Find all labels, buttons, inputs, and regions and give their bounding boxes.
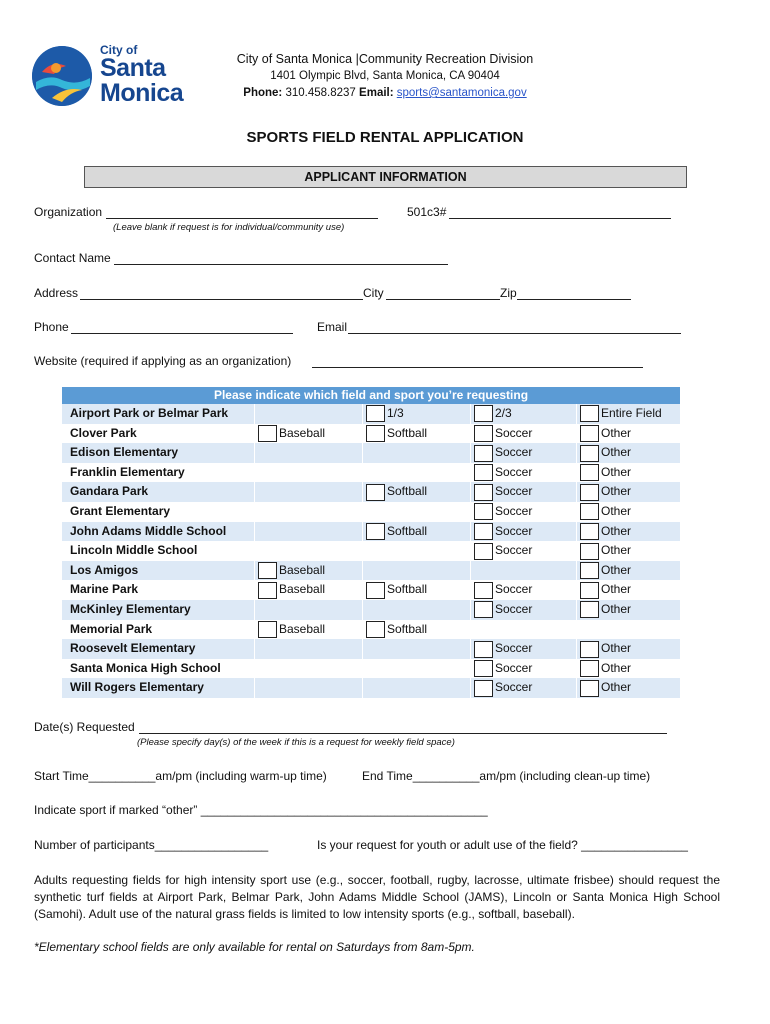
- sport-option[interactable]: [474, 600, 532, 620]
- field-row: [62, 639, 680, 659]
- field-name: McKinley Elementary: [70, 602, 191, 616]
- zip-label: Zip: [500, 286, 517, 300]
- field-name: Lincoln Middle School: [70, 543, 198, 558]
- phone-label: Phone:: [243, 87, 283, 99]
- checkbox-icon[interactable]: [580, 523, 599, 540]
- end-time-field[interactable]: End Time__________am/pm (including clean-up time): [362, 769, 651, 783]
- checkbox-icon[interactable]: [366, 582, 385, 599]
- organization-field[interactable]: [106, 218, 378, 219]
- sport-option[interactable]: [474, 502, 532, 522]
- sport-option-label: Other: [601, 425, 632, 440]
- dates-requested-note: (Please specify day(s) of the week if this is a request for weekly field space): [137, 737, 455, 748]
- checkbox-icon[interactable]: [474, 601, 493, 618]
- field-row: [62, 522, 680, 542]
- checkbox-icon[interactable]: [258, 621, 277, 638]
- sport-option[interactable]: [474, 522, 532, 542]
- address-label: Address: [34, 286, 79, 300]
- checkbox-icon[interactable]: [474, 680, 493, 697]
- field-name: Grant Elementary: [70, 504, 171, 518]
- field-name: Will Rogers Elementary: [70, 680, 204, 695]
- section-applicant-information: APPLICANT INFORMATION: [84, 166, 687, 188]
- sport-option[interactable]: [580, 522, 631, 542]
- checkbox-icon[interactable]: [580, 543, 599, 560]
- field-name: Los Amigos: [70, 562, 139, 577]
- sport-option[interactable]: [474, 541, 532, 561]
- sport-option[interactable]: [474, 463, 532, 483]
- sport-option-label: Softball: [387, 621, 428, 636]
- field-row: [62, 541, 680, 561]
- dates-requested-label: Date(s) Requested: [34, 720, 135, 734]
- sport-option[interactable]: [580, 639, 631, 659]
- checkbox-icon[interactable]: [474, 660, 493, 677]
- sport-option[interactable]: [366, 424, 427, 444]
- checkbox-icon[interactable]: [258, 582, 277, 599]
- sport-option-label: 1/3: [387, 406, 404, 420]
- sport-option-label: Softball: [387, 425, 428, 440]
- table-column-divider: [576, 404, 577, 700]
- sport-option-label: Soccer: [495, 582, 533, 597]
- field-name: Airport Park or Belmar Park: [70, 406, 229, 420]
- field-row: [62, 502, 680, 522]
- checkbox-icon[interactable]: [580, 464, 599, 481]
- 501c3-field[interactable]: [449, 218, 671, 219]
- checkbox-icon[interactable]: [366, 523, 385, 540]
- checkbox-icon[interactable]: [366, 405, 385, 422]
- sport-option-label: Soccer: [495, 523, 533, 538]
- checkbox-icon[interactable]: [474, 503, 493, 520]
- checkbox-icon[interactable]: [474, 641, 493, 658]
- sport-option[interactable]: [580, 404, 662, 424]
- logo-santa: Santa: [100, 54, 166, 82]
- sport-option[interactable]: [366, 482, 427, 502]
- sport-option-label: Other: [601, 543, 632, 558]
- field-name: Franklin Elementary: [70, 464, 185, 479]
- phone-number: 310.458.8237: [285, 87, 356, 99]
- checkbox-icon[interactable]: [366, 621, 385, 638]
- field-row: [62, 463, 680, 483]
- field-row: [62, 600, 680, 620]
- checkbox-icon[interactable]: [258, 562, 277, 579]
- field-name: Memorial Park: [70, 621, 153, 636]
- table-column-divider: [254, 404, 255, 700]
- sport-option[interactable]: [258, 580, 325, 600]
- sport-option[interactable]: [366, 580, 427, 600]
- email-link[interactable]: sports@santamonica.gov: [396, 87, 527, 99]
- field-name: Gandara Park: [70, 484, 149, 499]
- participants-field[interactable]: Number of participants_________________: [34, 838, 269, 852]
- sport-option-label: Other: [601, 445, 632, 460]
- field-name: John Adams Middle School: [70, 523, 227, 538]
- sport-option[interactable]: [580, 443, 631, 463]
- sport-option[interactable]: [366, 522, 427, 542]
- sport-option-label: Other: [601, 660, 632, 675]
- sport-option[interactable]: [474, 443, 532, 463]
- sport-option[interactable]: [474, 424, 532, 444]
- sport-option-label: Baseball: [279, 562, 326, 577]
- page-title: SPORTS FIELD RENTAL APPLICATION: [246, 129, 524, 146]
- sport-option-label: Soccer: [495, 680, 533, 695]
- checkbox-icon[interactable]: [474, 445, 493, 462]
- sport-option-label: Soccer: [495, 660, 533, 675]
- website-label: Website (required if applying as an organization): [34, 354, 292, 368]
- sport-option-label: Other: [601, 504, 632, 518]
- header-address: 1401 Olympic Blvd, Santa Monica, CA 90404: [270, 70, 500, 82]
- header-division: City of Santa Monica |Community Recreation Division: [236, 52, 534, 66]
- field-row: [62, 424, 680, 444]
- phone-label-field: Phone: [34, 320, 69, 334]
- sport-option[interactable]: [258, 561, 325, 581]
- checkbox-icon[interactable]: [580, 484, 599, 501]
- website-field[interactable]: [312, 367, 643, 368]
- sport-option-label: Soccer: [495, 445, 533, 460]
- checkbox-icon[interactable]: [580, 405, 599, 422]
- sport-option-label: Baseball: [279, 582, 326, 597]
- contact-name-label: Contact Name: [34, 251, 111, 265]
- elementary-note: *Elementary school fields are only available for rental on Saturdays from 8am-5pm.: [34, 940, 475, 954]
- sport-option-label: Soccer: [495, 504, 533, 518]
- sport-option-label: Other: [601, 641, 632, 656]
- field-row: [62, 404, 680, 424]
- sport-option-label: Soccer: [495, 641, 533, 656]
- youth-adult-field[interactable]: Is your request for youth or adult use of the field? ________________: [317, 838, 688, 852]
- sport-option[interactable]: [474, 678, 532, 698]
- field-row: [62, 620, 680, 640]
- checkbox-icon[interactable]: [580, 562, 599, 579]
- organization-label: Organization: [34, 205, 103, 219]
- organization-note: (Leave blank if request is for individual/community use): [113, 222, 345, 233]
- sport-option-label: Baseball: [279, 425, 326, 440]
- sport-option[interactable]: [580, 678, 631, 698]
- sport-option-label: Other: [601, 602, 632, 616]
- sport-option-label: Softball: [387, 582, 428, 597]
- field-name: Roosevelt Elementary: [70, 641, 196, 656]
- start-time-field[interactable]: Start Time__________am/pm (including warm-up time): [34, 769, 327, 783]
- city-field[interactable]: [386, 299, 500, 300]
- sport-option-label: 2/3: [495, 406, 512, 420]
- table-column-divider: [362, 404, 363, 700]
- field-name: Edison Elementary: [70, 445, 179, 460]
- email-label: Email:: [359, 87, 394, 99]
- sport-option-label: Other: [601, 562, 632, 577]
- sport-option-label: Soccer: [495, 543, 533, 558]
- checkbox-icon[interactable]: [580, 503, 599, 520]
- sport-option[interactable]: [474, 404, 512, 424]
- sport-option-label: Other: [601, 464, 632, 479]
- sport-option[interactable]: [474, 580, 532, 600]
- sport-option[interactable]: [580, 541, 631, 561]
- checkbox-icon[interactable]: [580, 680, 599, 697]
- sport-option[interactable]: [474, 639, 532, 659]
- field-name: Marine Park: [70, 582, 139, 597]
- sport-option[interactable]: [580, 561, 631, 581]
- zip-field[interactable]: [517, 299, 631, 300]
- logo-monica: Monica: [100, 79, 184, 107]
- sport-option[interactable]: [580, 659, 631, 679]
- checkbox-icon[interactable]: [580, 582, 599, 599]
- checkbox-icon[interactable]: [580, 641, 599, 658]
- sport-option-label: Soccer: [495, 464, 533, 479]
- sport-option[interactable]: [366, 620, 427, 640]
- field-row: [62, 561, 680, 581]
- sport-option[interactable]: [580, 580, 631, 600]
- field-row: [62, 678, 680, 698]
- logo-city-of: City of: [100, 43, 138, 57]
- phone-field[interactable]: [71, 333, 293, 334]
- field-row: [62, 659, 680, 679]
- sport-option-label: Other: [601, 582, 632, 597]
- checkbox-icon[interactable]: [474, 582, 493, 599]
- field-row: [62, 580, 680, 600]
- address-field[interactable]: [80, 299, 363, 300]
- sport-option-label: Softball: [387, 484, 428, 499]
- checkbox-icon[interactable]: [580, 660, 599, 677]
- checkbox-icon[interactable]: [580, 425, 599, 442]
- sport-option[interactable]: [580, 502, 631, 522]
- sport-option-label: Other: [601, 523, 632, 538]
- table-column-divider: [470, 404, 471, 700]
- sport-option[interactable]: [474, 482, 532, 502]
- sport-option[interactable]: [474, 659, 532, 679]
- sport-option[interactable]: [580, 424, 631, 444]
- sport-option-label: Soccer: [495, 484, 533, 499]
- sport-option[interactable]: [258, 620, 325, 640]
- city-label: City: [363, 286, 384, 300]
- sport-option-label: Softball: [387, 523, 428, 538]
- header-contact: [0, 87, 770, 99]
- checkbox-icon[interactable]: [474, 523, 493, 540]
- sport-option-label: Soccer: [495, 602, 533, 616]
- field-name: Santa Monica High School: [70, 660, 221, 675]
- checkbox-icon[interactable]: [580, 445, 599, 462]
- sport-option[interactable]: [580, 600, 631, 620]
- sport-option[interactable]: [580, 463, 631, 483]
- email-label-field: Email: [317, 320, 348, 334]
- 501c3-label: 501c3#: [407, 205, 447, 219]
- checkbox-icon[interactable]: [366, 484, 385, 501]
- sport-option-label: Other: [601, 680, 632, 695]
- email-field[interactable]: [348, 333, 681, 334]
- sport-option-label: Baseball: [279, 621, 326, 636]
- checkbox-icon[interactable]: [474, 484, 493, 501]
- field-row: [62, 443, 680, 463]
- sport-option[interactable]: [580, 482, 631, 502]
- adult-use-paragraph: Adults requesting fields for high intensity sport use (e.g., soccer, football, rugby, lacrosse, ultimate frisbee) should request the synthetic turf fields at Airport Park, Belmar Park, John Adams Middle School (JAMS), Lincoln or Santa Monica High School (Samohi). Adult use of the natural grass fields is limited to low intensity sports (e.g., softball, baseball).: [34, 873, 720, 921]
- other-sport-field[interactable]: Indicate sport if marked “other” ___________________________________________: [34, 803, 488, 817]
- field-table-header: Please indicate which field and sport you’re requesting: [62, 387, 680, 404]
- checkbox-icon[interactable]: [580, 601, 599, 618]
- sport-option-label: Soccer: [495, 425, 533, 440]
- dates-requested-field[interactable]: [139, 733, 667, 734]
- sport-option-label: Entire Field: [601, 406, 662, 420]
- field-name: Clover Park: [70, 425, 137, 440]
- checkbox-icon[interactable]: [474, 405, 493, 422]
- checkbox-icon[interactable]: [474, 425, 493, 442]
- sport-option[interactable]: [258, 424, 325, 444]
- checkbox-icon[interactable]: [474, 543, 493, 560]
- sport-option-label: Other: [601, 484, 632, 499]
- checkbox-icon[interactable]: [258, 425, 277, 442]
- sport-option[interactable]: [366, 404, 404, 424]
- contact-name-field[interactable]: [114, 264, 448, 265]
- checkbox-icon[interactable]: [366, 425, 385, 442]
- checkbox-icon[interactable]: [474, 464, 493, 481]
- field-row: [62, 482, 680, 502]
